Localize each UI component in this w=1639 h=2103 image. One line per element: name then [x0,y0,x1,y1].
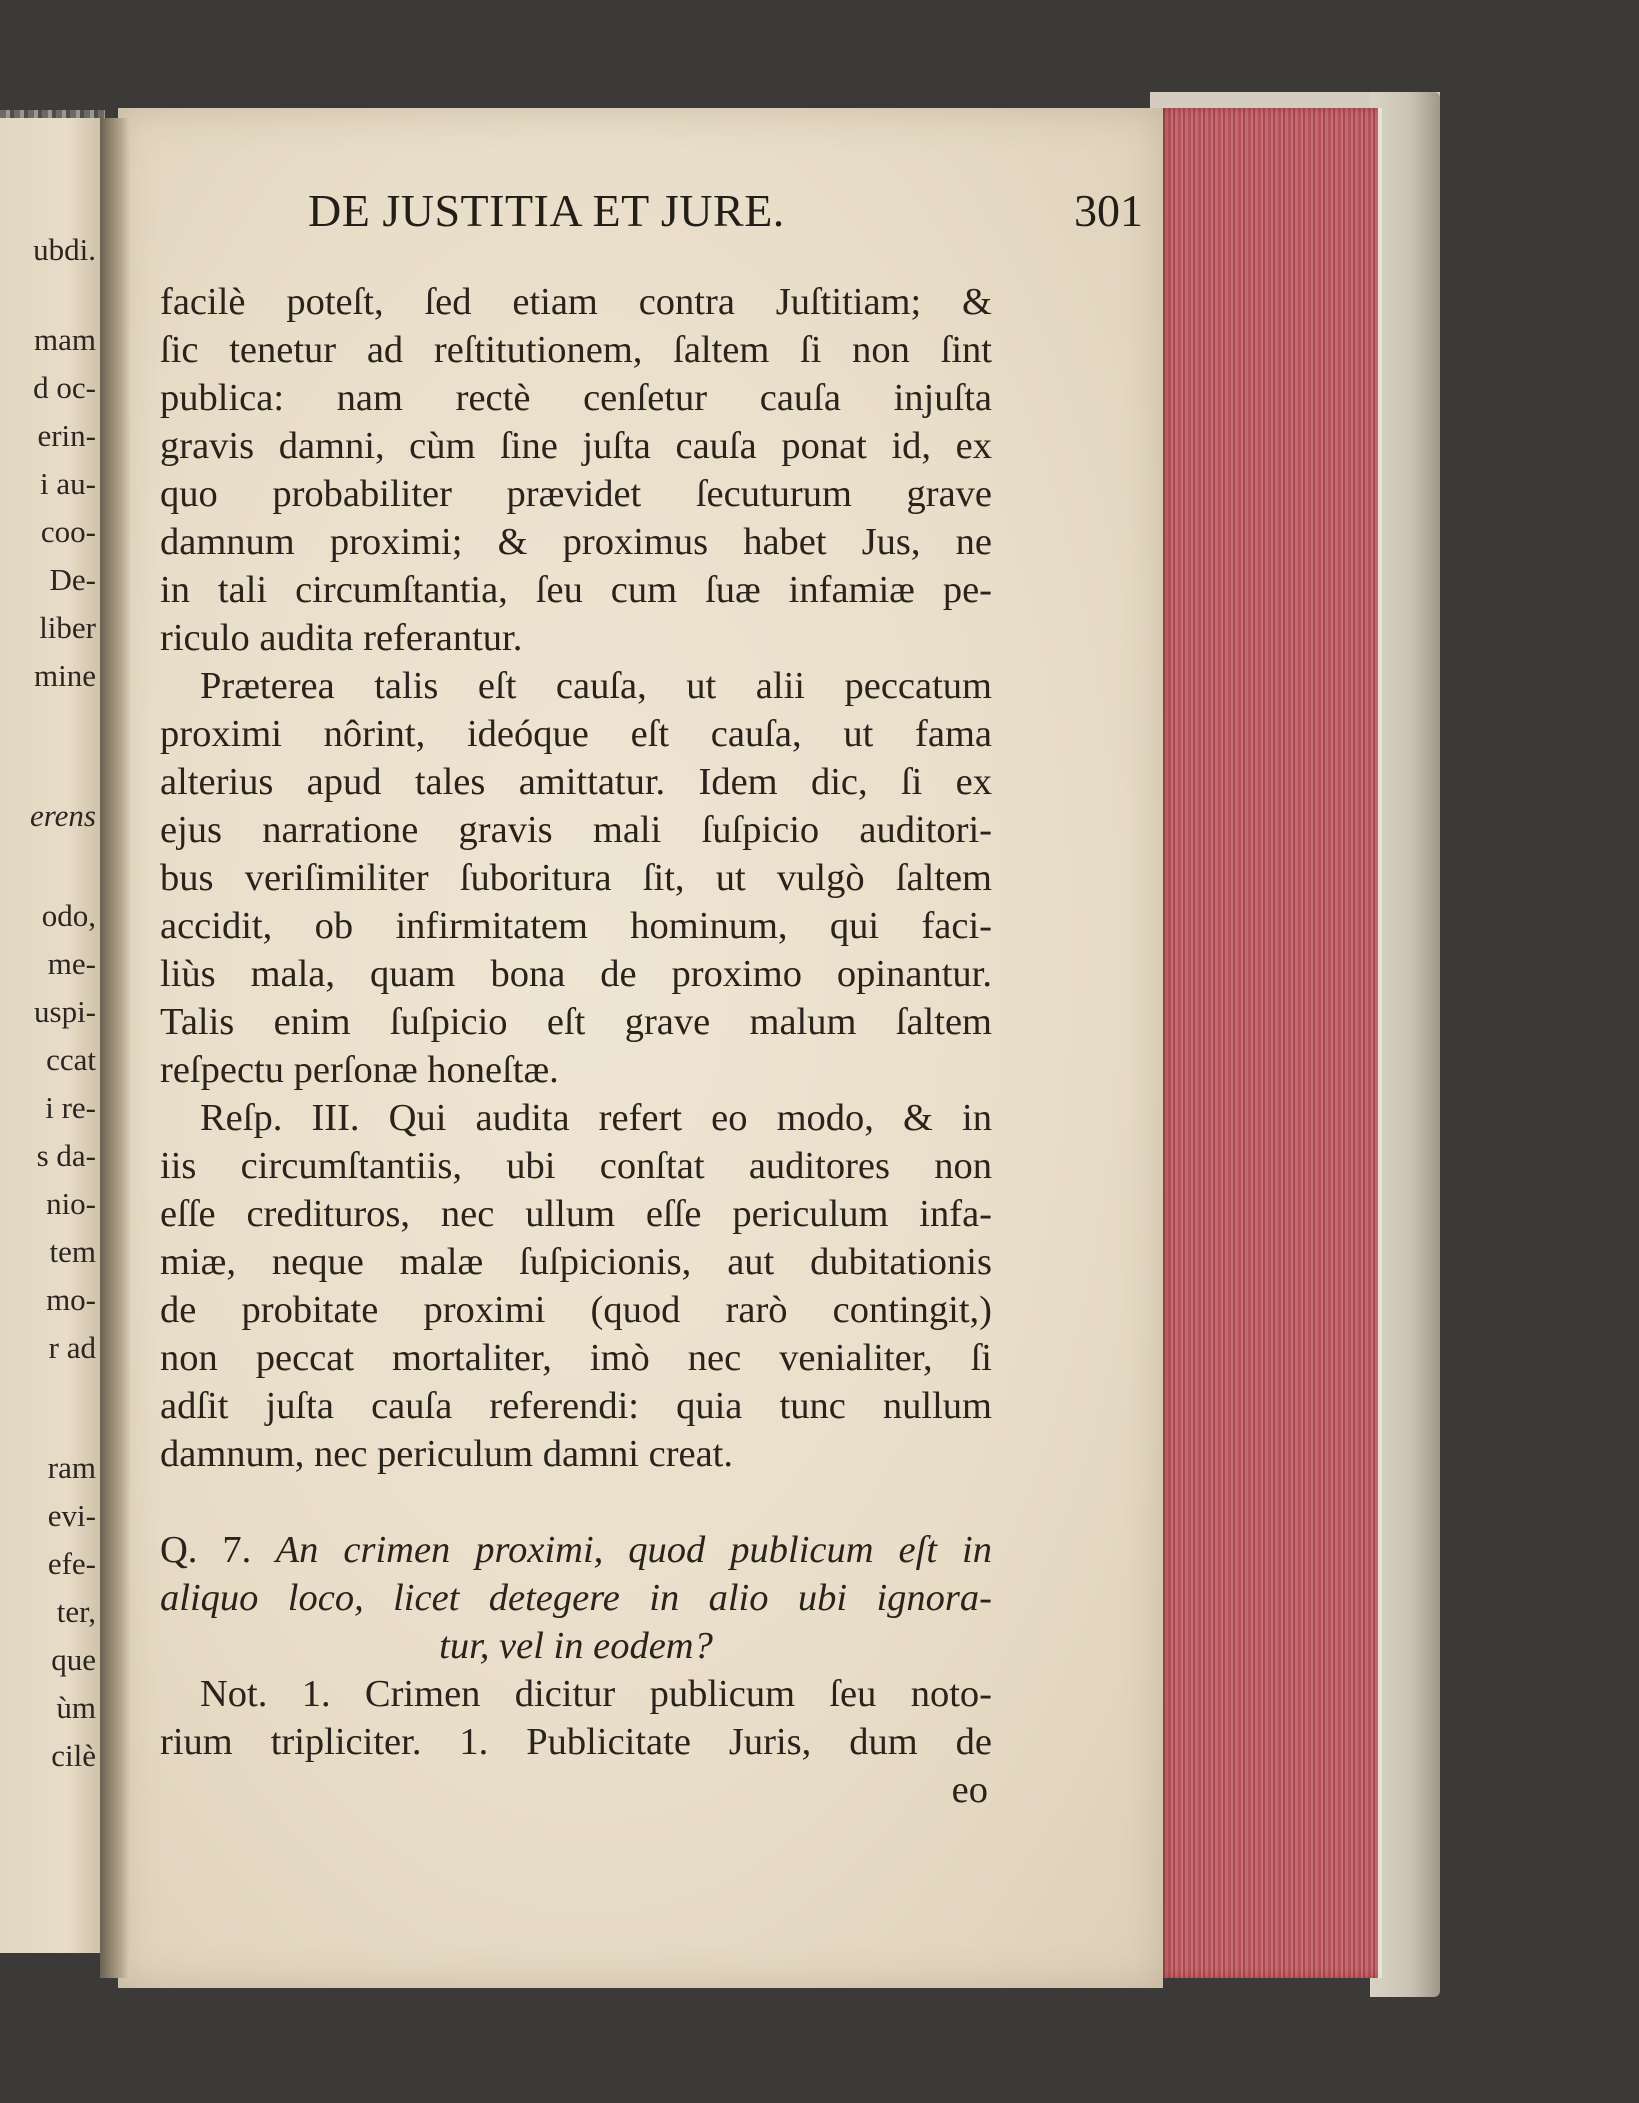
left-page-text-fragment: efe- [47,1546,96,1581]
left-page-text-fragment: s da- [36,1138,96,1173]
paragraph-1 [160,278,992,662]
left-page-text-fragment: liber [39,610,96,645]
running-head-title: DE JUSTITIA ET JURE. [308,185,785,236]
left-page-text-fragment: r ad [48,1330,96,1365]
left-page-text-fragment: d oc- [33,370,96,405]
left-page-text-fragment: tem [49,1234,96,1269]
left-page-text-fragment: coo- [40,514,96,549]
question-line: tur, vel in eodem? [439,1625,713,1667]
left-page-text-fragment: nio- [46,1186,96,1221]
page-number: 301 [1074,185,1143,236]
text-line: gravis damni, cùm ſine juſta cauſa ponat id, ex [160,425,992,467]
left-page-text-fragment: mine [34,658,96,693]
text-line: in tali circumſtantia, ſeu cum ſuæ infamiæ pe- [160,569,992,611]
text-line: alterius apud tales amittatur. Idem dic, ſi ex [160,761,992,803]
text-line: Reſp. III. Qui audita refert eo modo, & in [200,1097,992,1139]
left-page-text-fragment: ubdi. [33,232,96,267]
left-page-text-fragment: erin- [37,418,96,453]
question-line [160,1526,992,1574]
question-text: An crimen proximi, quod publicum eſt in [275,1529,992,1571]
question-heading [160,1526,992,1670]
page-text [160,278,992,1814]
left-page-text-fragment: ùm [56,1690,96,1725]
book-page [118,108,1163,1988]
question-label: Q. 7. [160,1529,252,1571]
red-fore-edge [1158,108,1382,1978]
text-line: non peccat mortaliter, imò nec venialiter, ſi [160,1337,992,1379]
text-line: adſit juſta cauſa referendi: quia tunc nullum [160,1385,992,1427]
left-page-text-fragment: De- [49,562,96,597]
text-line: reſpectu perſonæ honeſtæ. [160,1049,559,1091]
left-page-text-fragment: evi- [47,1498,96,1533]
left-page-text-fragment: odo, [41,898,96,933]
left-page-text-fragment: me- [47,946,96,981]
left-page-fragment [0,118,112,1953]
left-page-text-fragment: mo- [46,1282,96,1317]
catchword: eo [951,1769,988,1811]
left-page-text-fragment: ccat [46,1042,96,1077]
gutter-shadow [100,118,130,1978]
text-line: de probitate proximi (quod rarò contingit,) [160,1289,992,1331]
text-line: accidit, ob infirmitatem hominum, qui faci- [160,905,992,947]
left-page-text-fragment: cilè [51,1738,96,1773]
text-line: Præterea talis eſt cauſa, ut alii peccatum [200,665,992,707]
text-line: ejus narratione gravis mali ſuſpicio auditori- [160,809,992,851]
text-line: iis circumſtantiis, ubi conſtat auditores non [160,1145,992,1187]
text-line: bus veriſimiliter ſuboritura ſit, ut vulgò ſaltem [160,857,992,899]
text-line: damnum proximi; & proximus habet Jus, ne [160,521,992,563]
text-line: facilè poteſt, ſed etiam contra Juſtitiam; & [160,281,992,323]
text-line: damnum, nec periculum damni creat. [160,1433,734,1475]
text-line: quo probabiliter prævidet ſecuturum grave [160,473,992,515]
text-line: miæ, neque malæ ſuſpicionis, aut dubitationis [160,1241,992,1283]
text-line: liùs mala, quam bona de proximo opinantur. [160,953,992,995]
running-head [118,184,1163,244]
left-page-text-fragment: i re- [45,1090,96,1125]
left-page-text-fragment: que [51,1642,96,1677]
text-line: riculo audita referantur. [160,617,523,659]
text-line: proximi nôrint, ideóque eſt cauſa, ut fama [160,713,992,755]
paragraph-3 [160,1094,992,1478]
left-page-text-fragment: ter, [56,1594,96,1629]
question-line: aliquo loco, licet detegere in alio ubi ignora- [160,1577,992,1619]
left-page-text-fragment: ram [47,1450,96,1485]
text-line: rium tripliciter. 1. Publicitate Juris, dum de [160,1721,992,1763]
text-line: eſſe credituros, nec ullum eſſe periculum infa- [160,1193,992,1235]
text-line: Not. 1. Crimen dicitur publicum ſeu noto- [200,1673,992,1715]
text-line: Talis enim ſuſpicio eſt grave malum ſaltem [160,1001,992,1043]
text-line: ſic tenetur ad reſtitutionem, ſaltem ſi non ſint [160,329,992,371]
paragraph-2 [160,662,992,1094]
text-line: publica: nam rectè cenſetur cauſa injuſta [160,377,992,419]
left-page-text-fragment: i au- [40,466,96,501]
section-gap [160,1478,992,1526]
left-page-text-fragment: uspi- [34,994,96,1029]
left-page-text-fragment: mam [34,322,96,357]
note-paragraph [160,1670,992,1766]
left-page-text-fragment: erens [30,798,96,833]
